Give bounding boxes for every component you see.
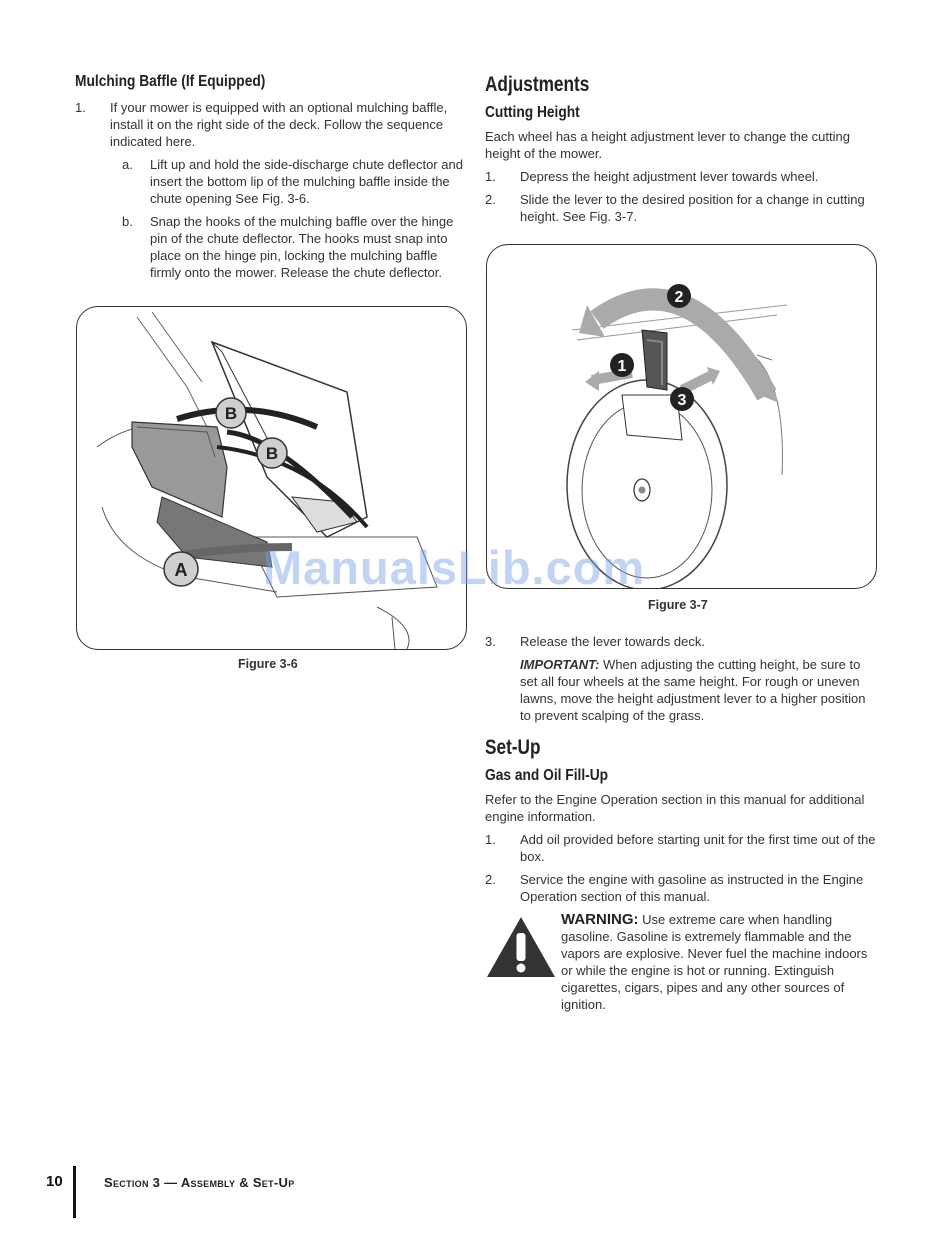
sub-step-text: Lift up and hold the side-discharge chute deflector and insert the bottom lip of the mulching baffle inside the chute opening See Fig. 3-6.: [150, 157, 463, 206]
sub-step-a: [75, 156, 465, 207]
page-number: 10: [46, 1173, 63, 1190]
label-1: 1: [617, 358, 627, 375]
step-number: 1.: [485, 832, 496, 847]
watermark: ManualsLib.com: [263, 541, 646, 594]
step-text: Slide the lever to the desired position for a change in cutting height. See Fig. 3-7.: [520, 192, 865, 224]
right-column: [485, 73, 877, 225]
label-2: 2: [674, 289, 684, 306]
figure-3-6: [76, 306, 467, 650]
gas-step-1: [485, 831, 877, 865]
figure-3-7-caption: Figure 3-7: [648, 598, 708, 612]
gas-step-2: [485, 871, 877, 905]
sub-step-letter: b.: [122, 214, 133, 229]
step-text: Service the engine with gasoline as instructed in the Engine Operation section of this manual.: [520, 872, 864, 904]
mulching-baffle-heading: Mulching Baffle (If Equipped): [75, 73, 266, 90]
step-number: 2.: [485, 872, 496, 887]
cutting-height-intro: Each wheel has a height adjustment lever to change the cutting height of the mower.: [485, 129, 850, 161]
step-number: 1.: [485, 169, 496, 184]
label-b2: B: [265, 444, 279, 463]
step-number: 1.: [75, 100, 86, 115]
label-a: A: [174, 560, 188, 580]
cutting-step-1: [485, 168, 877, 185]
gas-oil-heading: Gas and Oil Fill-Up: [485, 767, 609, 784]
step-text: Release the lever towards deck.: [520, 634, 705, 649]
step-number: 2.: [485, 192, 496, 207]
sub-step-text: Snap the hooks of the mulching baffle over the hinge pin of the chute deflector. The hooks must snap into place on the hinge pin, locking the mulching baffle firmly onto the mower. Release the chute deflector.: [150, 214, 454, 280]
step-text: Depress the height adjustment lever towards wheel.: [520, 169, 819, 184]
figure-3-6-caption: Figure 3-6: [238, 657, 298, 671]
warning-block: [485, 911, 877, 1013]
label-3: 3: [677, 392, 687, 409]
cutting-step-3: [485, 633, 877, 650]
sub-step-letter: a.: [122, 157, 133, 172]
mulching-baffle-illustration: [77, 307, 466, 649]
section-title: Section 3 — Assembly & Set-Up: [104, 1175, 295, 1190]
adjustments-heading: Adjustments: [485, 73, 590, 96]
important-text: When adjusting the cutting height, be sure to set all four wheels at the same height. For rough or uneven lawns, move the height adjustment lever to a higher position to prevent scalping of the grass.: [520, 657, 866, 723]
warning-text: Use extreme care when handling gasoline. Gasoline is extremely flammable and the vapors are explosive. Never fuel the machine indoors or while the engine is hot or running. Extinguish cigarettes, cigars, pipes and any other sources of ignition.: [561, 912, 868, 1012]
sub-step-b: [75, 213, 465, 281]
warning-triangle-icon: [485, 915, 557, 979]
step-number: 3.: [485, 634, 496, 649]
cutting-height-heading: Cutting Height: [485, 104, 580, 121]
cutting-height-illustration: [487, 245, 876, 588]
cutting-step-2: [485, 191, 877, 225]
footer-divider: [73, 1166, 76, 1218]
step-text: Add oil provided before starting unit for the first time out of the box.: [520, 832, 876, 864]
important-note: [485, 656, 877, 724]
step-text: If your mower is equipped with an optional mulching baffle, install it on the right side of the deck. Follow the sequence indicated here.: [110, 100, 448, 149]
figure-3-7: [486, 244, 877, 589]
label-b1: B: [224, 404, 238, 423]
right-column-lower: [485, 633, 877, 1013]
setup-heading: Set-Up: [485, 736, 541, 759]
important-label: IMPORTANT:: [520, 657, 600, 672]
warning-label: WARNING:: [561, 911, 639, 928]
left-column: [75, 73, 465, 281]
gas-oil-intro: Refer to the Engine Operation section in this manual for additional engine information.: [485, 792, 865, 824]
step-1: [75, 99, 465, 150]
